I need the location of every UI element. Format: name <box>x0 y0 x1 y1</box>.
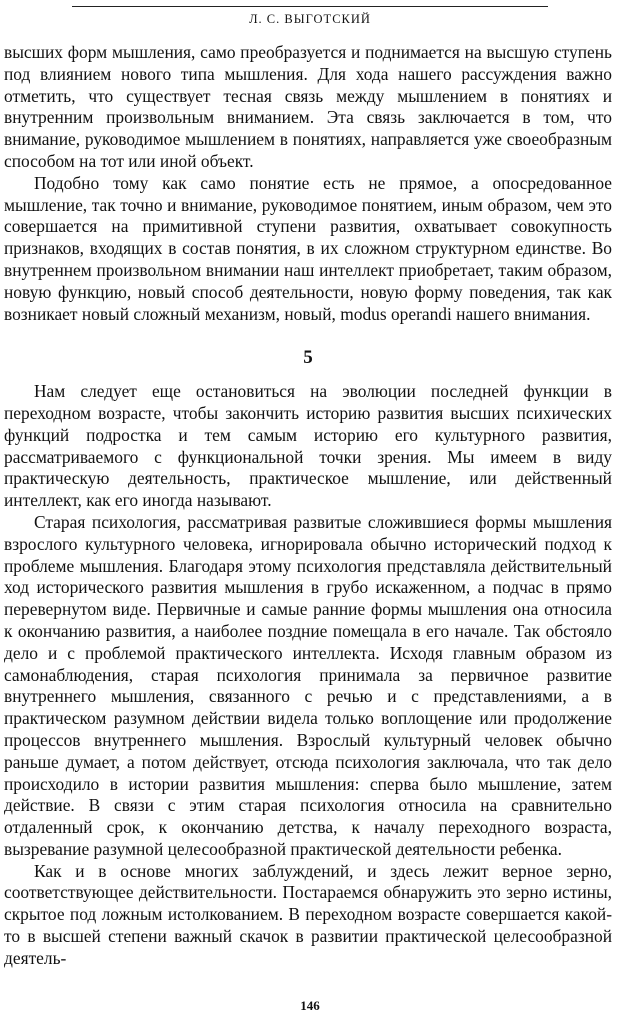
paragraph-5: Как и в основе многих заблуждений, и здесь лежит верное зерно, соответствующее действительности. Постараемся обнаружить это зерно истины, скрытое под ложным истолкованием. В переходном возрасте совершается какой-то в высшей степени важный скачок в развитии практической целесообразной деятель- <box>4 860 612 968</box>
header-rule <box>72 6 548 7</box>
page-number: 146 <box>300 998 320 1013</box>
running-header: Л. С. ВЫГОТСКИЙ <box>249 12 371 26</box>
body-text <box>4 42 612 970</box>
paragraph-4: Старая психология, рассматривая развитые сложившиеся формы мышления взрослого культурного человека, игнорировала обычно исторический подход к проблеме мышления. Благодаря этому психология представляла действительный ход исторического развития мышления в грубо искаженном, а подчас в прямо перевернутом виде. Первичные и самые ранние формы мышления она относила к окончанию развития, а наиболее поздние помещала в его начале. Так обстояло дело и с проблемой практического интеллекта. Исходя главным образом из самонаблюдения, старая психология принимала за первичное развитие внутреннего мышления, связанного с речью и с представлениями, а в практическом разумном действии видела только воплощение или продолжение процессов внутреннего мышления. Взрослый культурный человек обычно раньше думает, а потом действует, отсюда психология заключала, что так дело происходило в истории развития мышления: сперва было мышление, затем действие. В связи с этим старая психология относила на сравнительно отдаленный срок, к окончанию детства, к началу переходного возраста, вызревание разумной целесообразной практической деятельности ребенка. <box>4 511 612 859</box>
section-number: 5 <box>303 347 313 369</box>
paragraph-1: высших форм мышления, само преобразуется и поднимается на высшую ступень под влиянием нового типа мышления. Для хода нашего рассуждения важно отметить, что существует тесная связь между мышлением в понятиях и внутренним произвольным вниманием. Эта связь заключается в том, что внимание, руководимое мышлением в понятиях, направляется уже своеобразным способом на тот или иной объект. <box>4 42 612 171</box>
paragraph-2: Подобно тому как само понятие есть не прямое, а опосредованное мышление, так точно и внимание, руководимое понятием, иным образом, чем это совершается на примитивной ступени развития, охватывает совокупность признаков, входящих в состав понятия, в их сложном структурном единстве. Во внутреннем произвольном внимании наш интеллект приобретает, таким образом, новую функцию, новый способ деятельности, новую форму поведения, так как возникает новый сложный механизм, новый, modus operandi нашего внимания. <box>4 172 612 324</box>
paragraph-3: Нам следует еще остановиться на эволюции последней функции в переходном возрасте, чтобы закончить историю развития высших психических функций подростка и тем самым историю его культурного развития, рассматриваемого с функциональной точки зрения. Мы имеем в виду практическую деятельность, практическое мышление, или действенный интеллект, как его иногда называют. <box>4 381 612 511</box>
